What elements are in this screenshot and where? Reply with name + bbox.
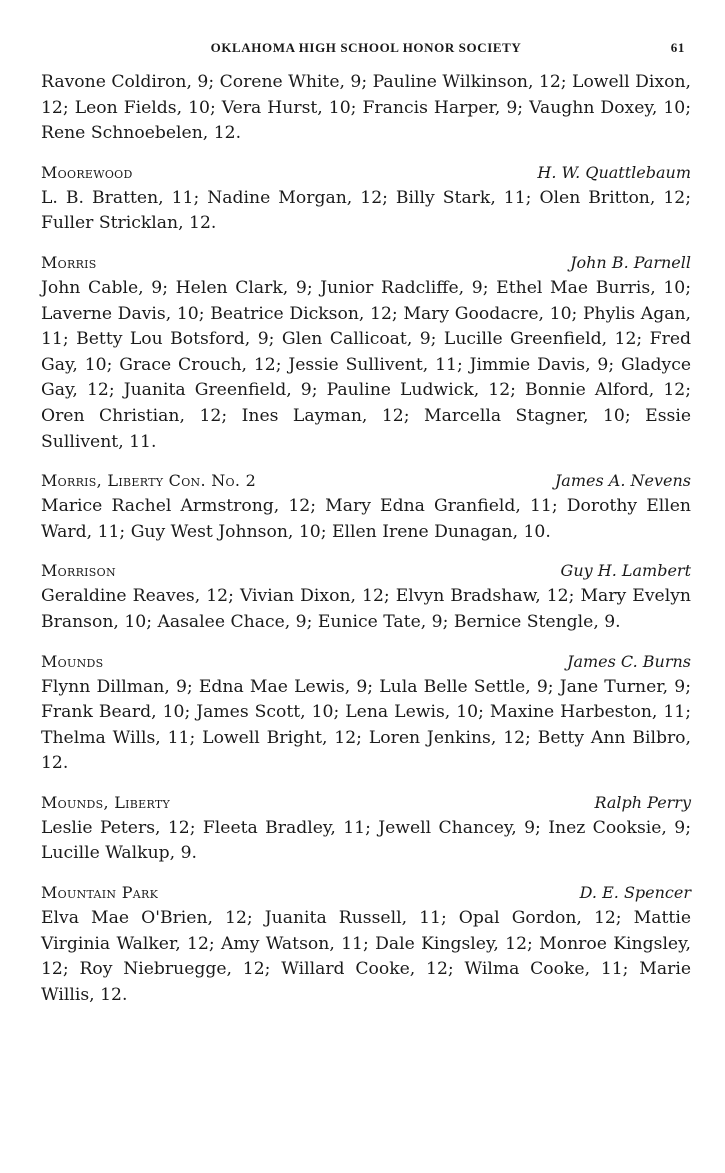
entry-heading bbox=[41, 160, 691, 186]
member-names-paragraph: Flynn Dillman, 9; Edna Mae Lewis, 9; Lula Belle Settle, 9; Jane Turner, 9; Frank Beard, 10; James Scott, 10; Lena Lewis, 10; Maxine Harbeston, 11; Thelma Wills, 11; Lowell Bright, 12; Loren Jenkins, 12; Betty Ann Bilbro, 12. bbox=[41, 676, 691, 774]
school-entry-morris bbox=[41, 250, 691, 455]
entry-heading bbox=[41, 790, 691, 816]
school-entry-mounds-liberty bbox=[41, 790, 691, 867]
school-entry-morrison bbox=[41, 558, 691, 635]
school-entry-moorewood bbox=[41, 160, 691, 237]
entry-heading bbox=[41, 468, 691, 494]
sponsor-name: Guy H. Lambert bbox=[560, 561, 691, 581]
member-names-paragraph: Marice Rachel Armstrong, 12; Mary Edna Granfield, 11; Dorothy Ellen Ward, 11; Guy West Johnson, 10; Ellen Irene Dunagan, 10. bbox=[41, 496, 691, 542]
member-names-paragraph: Leslie Peters, 12; Fleeta Bradley, 11; Jewell Chancey, 9; Inez Cooksie, 9; Lucille Walkup, 9. bbox=[41, 817, 691, 864]
sponsor-name: John B. Parnell bbox=[570, 252, 691, 272]
sponsor-name: James A. Nevens bbox=[554, 471, 691, 491]
school-name: Morris, Liberty Con. No. 2 bbox=[41, 471, 257, 491]
member-names-paragraph: John Cable, 9; Helen Clark, 9; Junior Radcliffe, 9; Ethel Mae Burris, 10; Laverne Davis, 10; Beatrice Dickson, 12; Mary Goodacre, 10; Phylis Agan, 11; Betty Lou Botsford, 9; Glen Callicoat, 9; Lucille Greenfield, 12; Fred Gay, 10; Grace Crouch, 12; Jessie Sullivent, 11; Jimmie Davis, 9; Gladyce Gay, 12; Juanita Greenfield, 9; Pauline Ludwick, 12; Bonnie Alford, 12; Oren Christian, 12; Ines Layman, 12; Marcella Stagner, 10; Essie Sullivent, 11. bbox=[41, 277, 691, 452]
entry-heading bbox=[41, 880, 691, 906]
school-name: Mounds, Liberty bbox=[41, 792, 171, 812]
school-name: Morris bbox=[41, 252, 97, 272]
sponsor-name: D. E. Spencer bbox=[579, 883, 691, 903]
school-name: Morrison bbox=[41, 561, 116, 581]
sponsor-name: H. W. Quattlebaum bbox=[537, 162, 691, 182]
entry-heading bbox=[41, 558, 691, 584]
entry-heading bbox=[41, 649, 691, 675]
member-names-paragraph: Elva Mae O'Brien, 12; Juanita Russell, 11; Opal Gordon, 12; Mattie Virginia Walker, 12; Amy Watson, 11; Dale Kingsley, 12; Monroe Kingsley, 12; Roy Niebruegge, 12; Willard Cooke, 12; Wilma Cooke, 11; Marie Willis, 12. bbox=[41, 908, 691, 1005]
member-names-paragraph: Geraldine Reaves, 12; Vivian Dixon, 12; Elvyn Bradshaw, 12; Mary Evelyn Branson, 10; Aasalee Chace, 9; Eunice Tate, 9; Bernice Stengle, 9. bbox=[41, 586, 691, 632]
school-entry-mountain-park bbox=[41, 880, 691, 1008]
school-entry-morris-liberty bbox=[41, 468, 691, 545]
entry-heading bbox=[41, 250, 691, 276]
school-name: Mounds bbox=[41, 651, 104, 671]
document-page bbox=[41, 36, 691, 1008]
continued-names-paragraph: Ravone Coldiron, 9; Corene White, 9; Pauline Wilkinson, 12; Lowell Dixon, 12; Leon Fields, 10; Vera Hurst, 10; Francis Harper, 9; Vaughn Doxey, 10; Rene Schnoebelen, 12. bbox=[41, 72, 691, 144]
sponsor-name: James C. Burns bbox=[567, 651, 691, 671]
running-head bbox=[41, 36, 691, 62]
member-names-paragraph: L. B. Bratten, 11; Nadine Morgan, 12; Billy Stark, 11; Olen Britton, 12; Fuller Stricklan, 12. bbox=[41, 187, 691, 234]
school-name: Mountain Park bbox=[41, 883, 159, 903]
school-entry-mounds bbox=[41, 649, 691, 777]
sponsor-name: Ralph Perry bbox=[594, 792, 691, 812]
running-head-title: OKLAHOMA HIGH SCHOOL HONOR SOCIETY bbox=[210, 40, 522, 55]
school-name: Moorewood bbox=[41, 162, 133, 182]
page-number: 61 bbox=[670, 40, 685, 55]
